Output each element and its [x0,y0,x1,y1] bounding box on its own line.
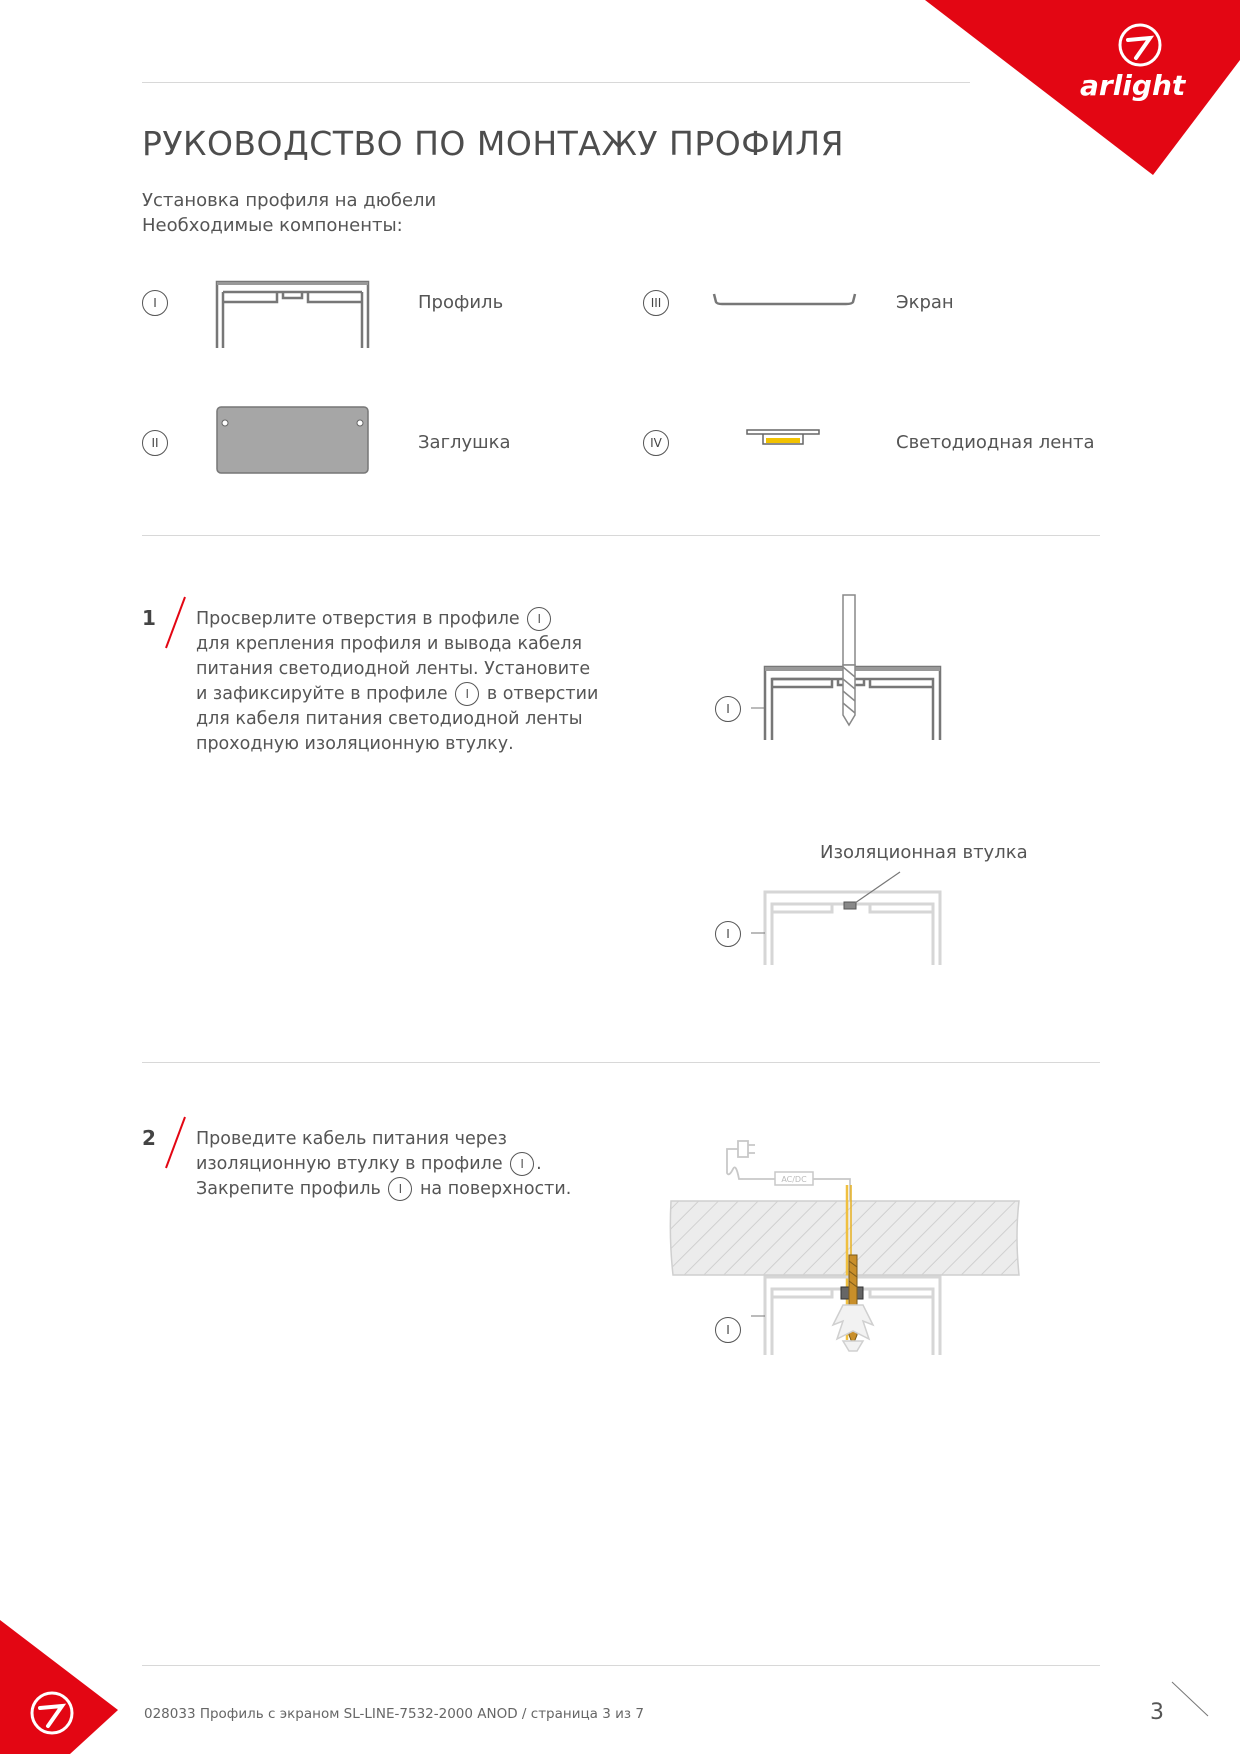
sleeve-figure [710,860,950,970]
footer-document-info: 028033 Профиль с экраном SL-LINE-7532-2000 ANOD / страница 3 из 7 [144,1706,644,1722]
step-1-line-5: для кабеля питания светодиодной ленты [196,709,583,729]
brand-corner-bottom [0,1610,130,1754]
component-label-end-cap: Заглушка [418,432,511,453]
profile-icon [215,280,370,350]
section-divider-1 [142,535,1100,536]
step-1-text [196,607,598,757]
diffuser-screen-icon [712,290,857,310]
power-plug-icon [727,1141,755,1179]
page-title: РУКОВОДСТВО ПО МОНТАЖУ ПРОФИЛЯ [142,124,845,163]
step-2-line-3b: на поверхности. [419,1179,572,1199]
step-1-number: 1 [142,606,156,630]
step-1-line-1: Просверлите отверстия в профиле [196,609,520,629]
sleeve-figure-profile-marker: I [715,921,741,947]
roman-marker-4: IV [643,430,669,456]
profile-ref-marker: I [388,1177,412,1201]
svg-text:AC/DC: AC/DC [781,1175,807,1184]
dowel-icon [833,1305,873,1351]
led-strip-icon [746,428,821,450]
step-1-line-3: питания светодиодной ленты. Установите [196,659,591,679]
section-divider-2 [142,1062,1100,1063]
step-2-line-2: изоляционную втулку в профиле [196,1154,503,1174]
power-supply-icon [775,1172,813,1185]
drilling-figure-profile-marker: I [715,696,741,722]
step-1-line-6: проходную изоляционную втулку. [196,734,514,754]
footer-divider [142,1665,1100,1666]
page-corner-line [1170,1680,1210,1720]
component-label-screen: Экран [896,292,954,313]
roman-marker-2: II [142,430,168,456]
step-1-slash [163,595,188,650]
top-divider [142,82,970,83]
component-label-led-strip: Светодиодная лента [896,432,1095,453]
profile-ref-marker: I [527,607,551,631]
brand-logo-text: arlight [1080,69,1186,102]
step-1-line-4b: в отверстии [486,684,599,704]
step-2-line-3: Закрепите профиль [196,1179,381,1199]
page-number: 3 [1150,1700,1164,1725]
subtitle-mounting: Установка профиля на дюбели [142,190,437,211]
roman-marker-1: I [142,290,168,316]
step-2-line-1: Проведите кабель питания через [196,1129,507,1149]
step-2-number: 2 [142,1126,156,1150]
step-2-text [196,1127,571,1202]
profile-ref-marker: I [510,1152,534,1176]
component-label-profile: Профиль [418,292,504,313]
subtitle-components: Необходимые компоненты: [142,215,403,236]
roman-marker-3: III [643,290,669,316]
profile-ref-marker: I [455,682,479,706]
drilling-figure [710,595,950,745]
insulating-sleeve-label: Изоляционная втулка [820,842,1028,863]
end-cap-icon [216,406,369,474]
step-2-line-2b: . [536,1154,542,1174]
step-1-line-4: и зафиксируйте в профиле [196,684,448,704]
step-2-slash [163,1115,188,1170]
step-1-line-2: для крепления профиля и вывода кабеля [196,634,583,654]
mounting-figure-profile-marker: I [715,1317,741,1343]
